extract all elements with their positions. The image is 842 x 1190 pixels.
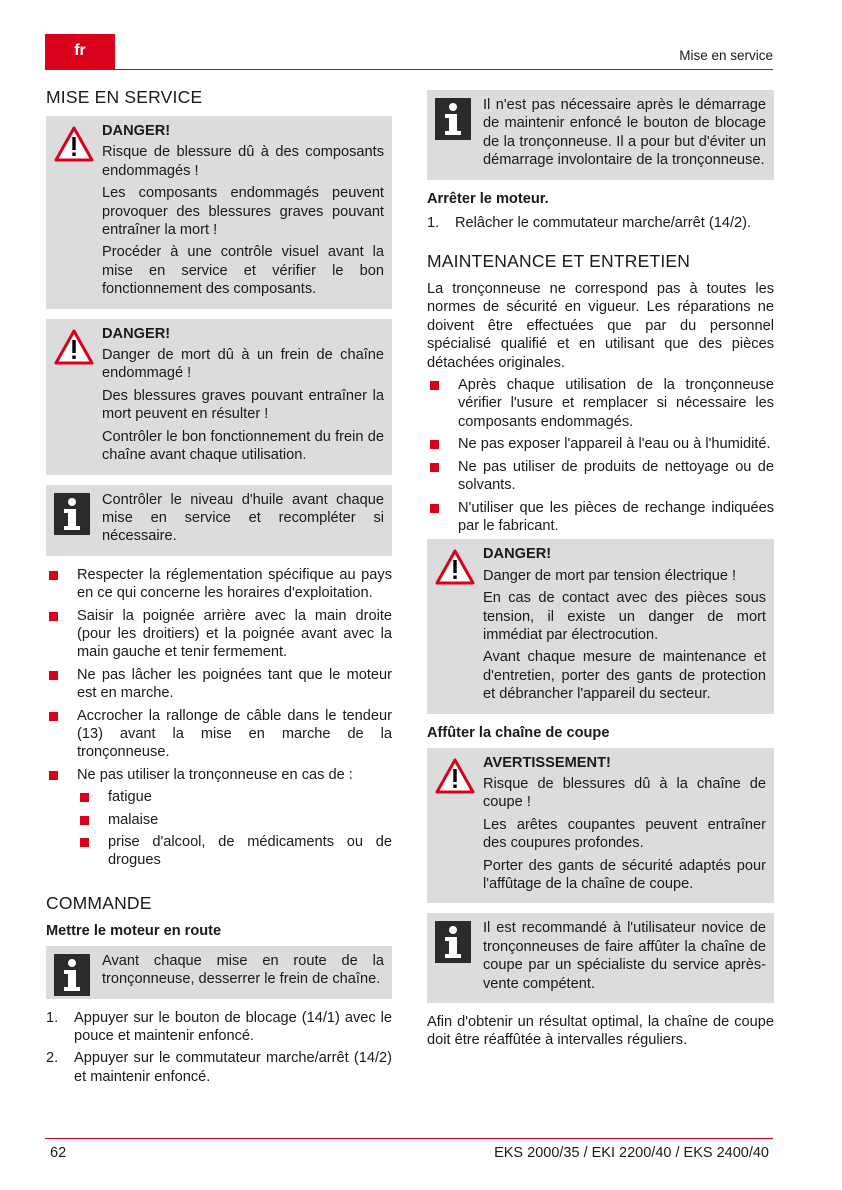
info-box-lock-button	[427, 90, 774, 180]
step-text: Appuyer sur le commutateur marche/arrêt (14/2) et maintenir enfoncé.	[74, 1050, 392, 1085]
start-steps	[46, 1009, 392, 1087]
list-item: Ne pas utiliser de produits de nettoyage ou de solvants.	[427, 458, 774, 495]
danger-text: Risque de blessure dû à des composants endommagés !	[102, 144, 384, 179]
warning-title: AVERTISSEMENT!	[483, 754, 611, 771]
list-item: Respecter la réglementation spécifique au pays en ce qui concerne les horaires d'exploitation.	[46, 566, 392, 603]
warning-triangle-icon	[435, 758, 475, 794]
list-item: Saisir la poignée arrière avec la main droite (pour les droitiers) et la poignée avant avec la main gauche et tenir fermement.	[46, 607, 392, 662]
list-item: N'utiliser que les pièces de rechange indiquées par le fabricant.	[427, 499, 774, 536]
step-number: 1.	[46, 1009, 59, 1026]
page-number: 62	[50, 1145, 67, 1161]
right-column	[427, 90, 774, 1054]
warning-text: Les arêtes coupantes peuvent entraîner des coupures profondes.	[483, 816, 766, 852]
step-item	[427, 214, 774, 232]
info-text: Il n'est pas nécessaire après le démarrage de maintenir enfoncé le bouton de blocage de la tronçonneuse. Il a pour but d'éviter un démarrage involontaire de la tronçonneuse.	[483, 97, 766, 169]
warning-triangle-icon	[435, 549, 475, 585]
list-item: Ne pas utiliser la tronçonneuse en cas de :	[46, 766, 392, 784]
step-text: Relâcher le commutateur marche/arrêt (14/2).	[455, 214, 752, 231]
header-rule	[45, 69, 773, 70]
danger-text: Avant chaque mesure de maintenance et d'entretien, porter des gants de protection et débrancher l'appareil du secteur.	[483, 649, 766, 703]
model-numbers: EKS 2000/35 / EKI 2200/40 / EKS 2400/40	[494, 1145, 769, 1161]
info-icon	[435, 98, 471, 140]
step-item	[46, 1009, 392, 1046]
warning-triangle-icon	[54, 329, 94, 365]
subheading-start-engine: Mettre le moteur en route	[46, 922, 222, 939]
danger-title: DANGER!	[102, 325, 171, 342]
list-item: fatigue	[77, 788, 392, 806]
danger-box-3	[427, 539, 774, 713]
danger-box-2	[46, 319, 392, 475]
info-text: Avant chaque mise en route de la tronçonneuse, desserrer le frein de chaîne.	[102, 952, 384, 988]
condition-sub-list	[46, 788, 392, 870]
danger-text: Contrôler le bon fonctionnement du frein de chaîne avant chaque utilisation.	[102, 428, 384, 464]
danger-text: Danger de mort dû à un frein de chaîne endommagé !	[102, 347, 384, 382]
safety-bullet-list	[46, 566, 392, 784]
subheading-stop-engine: Arrêter le moteur.	[427, 190, 549, 207]
maintenance-intro: La tronçonneuse ne correspond pas à toutes les normes de sécurité en vigueur. Les réparations ne doivent être effectuées que par du personnel spécialisé qualifié et en utilisant que des pièces détachées originales.	[427, 281, 774, 371]
list-item: Accrocher la rallonge de câble dans le tendeur (13) avant la mise en marche de la tronçonneuse.	[46, 707, 392, 762]
list-item: Après chaque utilisation de la tronçonneuse vérifier l'usure et remplacer si nécessaire les composants endommagés.	[427, 376, 774, 431]
list-item: malaise	[77, 811, 392, 829]
danger-text: Les composants endommagés peuvent provoquer des blessures graves pouvant entraîner la mort !	[102, 185, 384, 239]
step-number: 1.	[427, 214, 440, 231]
info-icon	[435, 921, 471, 963]
danger-title: DANGER!	[483, 546, 552, 563]
section-heading-mise-en-service: MISE EN SERVICE	[46, 87, 203, 107]
danger-text: Procéder à une contrôle visuel avant la mise en service et vérifier le bon fonctionnement des composants.	[102, 244, 384, 298]
info-box-sharpening	[427, 913, 774, 1003]
step-item	[46, 1049, 392, 1086]
warning-text: Risque de blessures dû à la chaîne de coupe !	[483, 775, 766, 811]
subheading-sharpen-chain: Affûter la chaîne de coupe	[427, 724, 610, 741]
section-heading-commande: COMMANDE	[46, 892, 152, 913]
info-box-oil	[46, 485, 392, 556]
danger-text: Danger de mort par tension électrique !	[483, 567, 737, 584]
info-text: Il est recommandé à l'utilisateur novice de tronçonneuses de faire affûter la chaîne de coupe par un spécialiste du service après-vente compétent.	[483, 920, 766, 992]
step-number: 2.	[46, 1050, 59, 1067]
stop-steps	[427, 214, 774, 232]
language-tab: fr	[45, 34, 115, 69]
info-icon	[54, 954, 90, 996]
closing-paragraph: Afin d'obtenir un résultat optimal, la chaîne de coupe doit être réaffûtée à intervalles réguliers.	[427, 1014, 774, 1049]
info-text: Contrôler le niveau d'huile avant chaque mise en service et recompléter si nécessaire.	[102, 491, 384, 545]
info-icon	[54, 493, 90, 535]
warning-box	[427, 748, 774, 904]
warning-triangle-icon	[54, 126, 94, 162]
header-title: Mise en service	[679, 48, 773, 63]
danger-text: En cas de contact avec des pièces sous tension, il existe un danger de mort immédiat par électrocution.	[483, 590, 766, 643]
footer-rule	[45, 1138, 773, 1139]
maintenance-bullet-list	[427, 376, 774, 535]
section-heading-maintenance: MAINTENANCE ET ENTRETIEN	[427, 251, 691, 272]
danger-title: DANGER!	[102, 123, 171, 139]
list-item: Ne pas lâcher les poignées tant que le moteur est en marche.	[46, 666, 392, 703]
danger-box-1	[46, 116, 392, 309]
list-item: prise d'alcool, de médicaments ou de drogues	[77, 833, 392, 870]
list-item: Ne pas exposer l'appareil à l'eau ou à l'humidité.	[427, 435, 774, 453]
warning-text: Porter des gants de sécurité adaptés pour l'affûtage de la chaîne de coupe.	[483, 857, 766, 892]
info-box-chain-brake	[46, 946, 392, 999]
left-column	[46, 86, 392, 1092]
danger-text: Des blessures graves pouvant entraîner la mort peuvent en résulter !	[102, 387, 384, 423]
step-text: Appuyer sur le bouton de blocage (14/1) avec le pouce et maintenir enfoncé.	[74, 1009, 392, 1045]
